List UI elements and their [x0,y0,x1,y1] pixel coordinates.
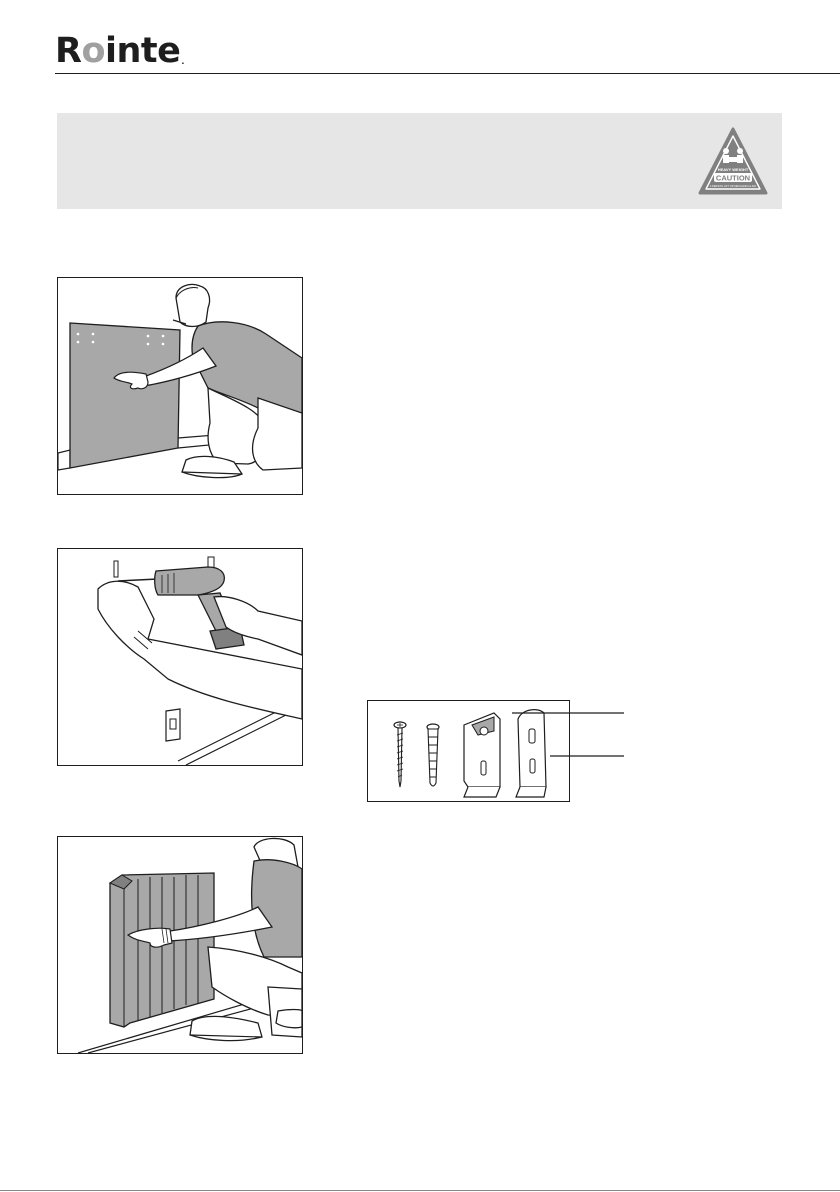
header-divider [55,73,840,74]
heavy-weight-caution-icon [698,127,768,197]
fixing-kit-parts [367,700,570,802]
figure-wall-template [57,277,303,495]
wall-plug-icon [427,724,439,786]
drilling-illustration [58,549,302,765]
mounting-radiator-illustration [58,837,302,1053]
top-bracket-icon [464,713,500,797]
page-header [0,0,840,76]
footer-divider [0,1190,840,1191]
caution-top-text: HEAVY WEIGHT [717,167,749,172]
brand-logo: Rointe. [55,31,184,71]
figure-drilling [57,548,303,766]
bottom-bracket-icon [516,710,546,797]
warning-banner [57,113,782,209]
caution-bottom-text: 2 PERSON LIFT OR MECHANICAL AID [709,185,757,188]
wall-template-illustration [58,278,302,494]
caution-main-text: CAUTION [715,173,751,183]
figure-mounting-radiator [57,836,303,1054]
screw-icon [394,722,406,787]
